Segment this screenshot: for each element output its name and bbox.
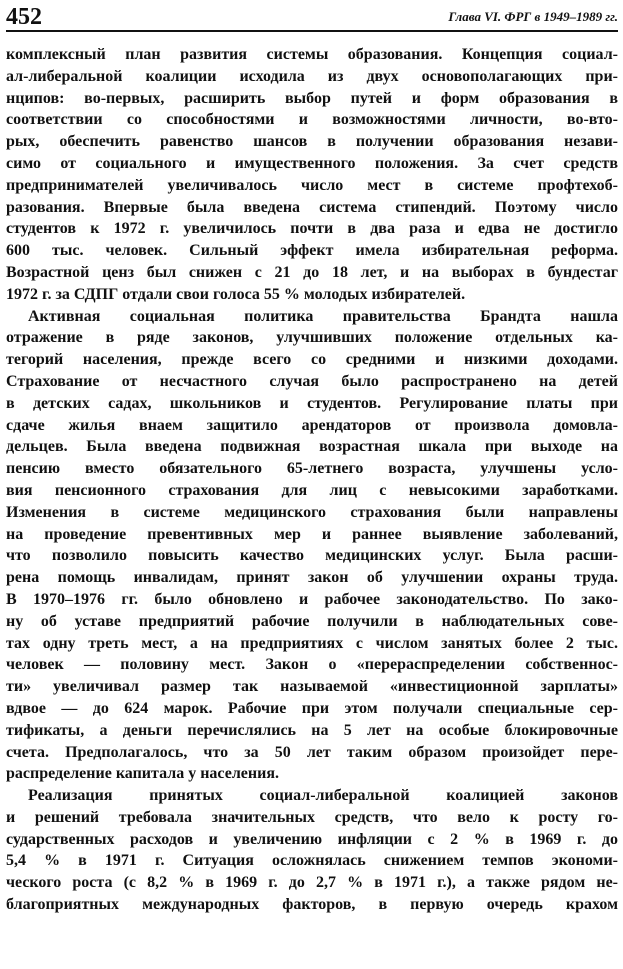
text-line: рена помощь инвалидам, принят закон об улучшении охраны труда.: [6, 569, 618, 587]
text-line: Возрастной ценз был снижен с 21 до 18 лет, и на выборах в бундестаг: [6, 263, 618, 281]
text-line: студентов к 1972 г. увеличилось почти в два раза и едва не достигло: [6, 220, 618, 238]
text-line: 1972 г. за СДПГ отдали свои голоса 55 % молодых избирателей.: [6, 285, 466, 303]
text-line: комплексный план развития системы образования. Концепция социал-: [6, 46, 618, 63]
text-line: соответствии со способностями и возможностями личности, во-вто-: [6, 111, 618, 129]
text-line: и решений требовала значительных средств, что вело к росту го-: [6, 808, 618, 826]
text-line: нципов: во-первых, расширить выбор путей и форм образования в: [6, 89, 618, 107]
text-line: рых, обеспечить равенство шансов в получении образования незави-: [6, 133, 618, 151]
paragraph: [6, 785, 618, 916]
text-line: тах одну треть мест, а на предприятиях с числом занятых более 2 тыс.: [6, 634, 618, 652]
text-line: сдаче жилья внаем защитило арендаторов от произвола домовла-: [6, 416, 618, 434]
text-line: счета. Предполагалось, что за 50 лет таким образом произойдет пере-: [6, 743, 618, 761]
text-line: 5,4 % в 1971 г. Ситуация осложнялась снижением темпов экономи-: [6, 852, 618, 870]
paragraph: [6, 306, 618, 786]
text-line: симо от социального и имущественного положения. За счет средств: [6, 154, 618, 172]
text-line: ти» увеличивал размер так называемой «инвестиционной зарплаты»: [6, 678, 618, 696]
body-text: [6, 44, 618, 916]
text-line: 600 тыс. человек. Сильный эффект имела избирательная реформа.: [6, 242, 618, 260]
text-line: сударственных расходов и увеличению инфляции с 2 % в 1969 г. до: [6, 830, 618, 848]
text-line: на проведение превентивных мер и раннее выявление заболеваний,: [6, 525, 618, 543]
text-line: вдвое — до 624 марок. Рабочие при этом получали специальные сер-: [6, 699, 618, 717]
text-line: распределение капитала у населения.: [6, 765, 279, 783]
text-line: вия пенсионного страхования для лиц с невысокими заработками.: [6, 481, 618, 499]
text-line: в детских садах, школьников и студентов. Регулирование платы при: [6, 394, 618, 412]
paragraph: [6, 44, 618, 306]
text-line: Изменения в системе медицинского страхования были направлены: [6, 503, 618, 521]
text-line: Страхование от несчастного случая было распространено на детей: [6, 372, 618, 390]
text-line: что позволило повысить качество медицинских услуг. Была расши-: [6, 547, 618, 565]
text-line: ческого роста (с 8,2 % в 1969 г. до 2,7 % в 1971 г.), а также рядом не-: [6, 874, 618, 892]
text-line: разования. Впервые была введена система стипендий. Поэтому число: [6, 198, 618, 216]
text-line: пенсию вместо обязательного 65-летнего возраста, улучшены усло-: [6, 460, 618, 478]
page-number: 452: [6, 4, 42, 30]
text-line: ал-либеральной коалиции исходила из двух основополагающих при-: [6, 67, 618, 85]
text-line: человек — половину мест. Закон о «перераспределении собственнос-: [6, 656, 618, 674]
text-line: Реализация принятых социал-либеральной коалицией законов: [28, 787, 618, 805]
text-line: благоприятных международных факторов, в первую очередь крахом: [6, 896, 618, 914]
text-line: В 1970–1976 гг. было обновлено и рабочее законодательство. По зако-: [6, 590, 618, 608]
page-header: [6, 0, 618, 32]
text-line: ну об уставе предприятий рабочие получили в наблюдательных сове-: [6, 612, 618, 630]
running-head: Глава VI. ФРГ в 1949–1989 гг.: [448, 9, 618, 24]
text-line: предпринимателей увеличивалось число мест в системе профтехоб-: [6, 176, 618, 194]
text-line: тегорий населения, прежде всего со средними и низкими доходами.: [6, 351, 618, 369]
text-line: дельцев. Была введена подвижная возрастная шкала при выходе на: [6, 438, 618, 456]
text-line: тификаты, а деньги перечислялись на 5 лет на особые блокировочные: [6, 721, 618, 739]
text-line: отражение в ряде законов, улучшивших положение отдельных ка-: [6, 329, 618, 347]
text-line: Активная социальная политика правительства Брандта нашла: [28, 307, 618, 325]
